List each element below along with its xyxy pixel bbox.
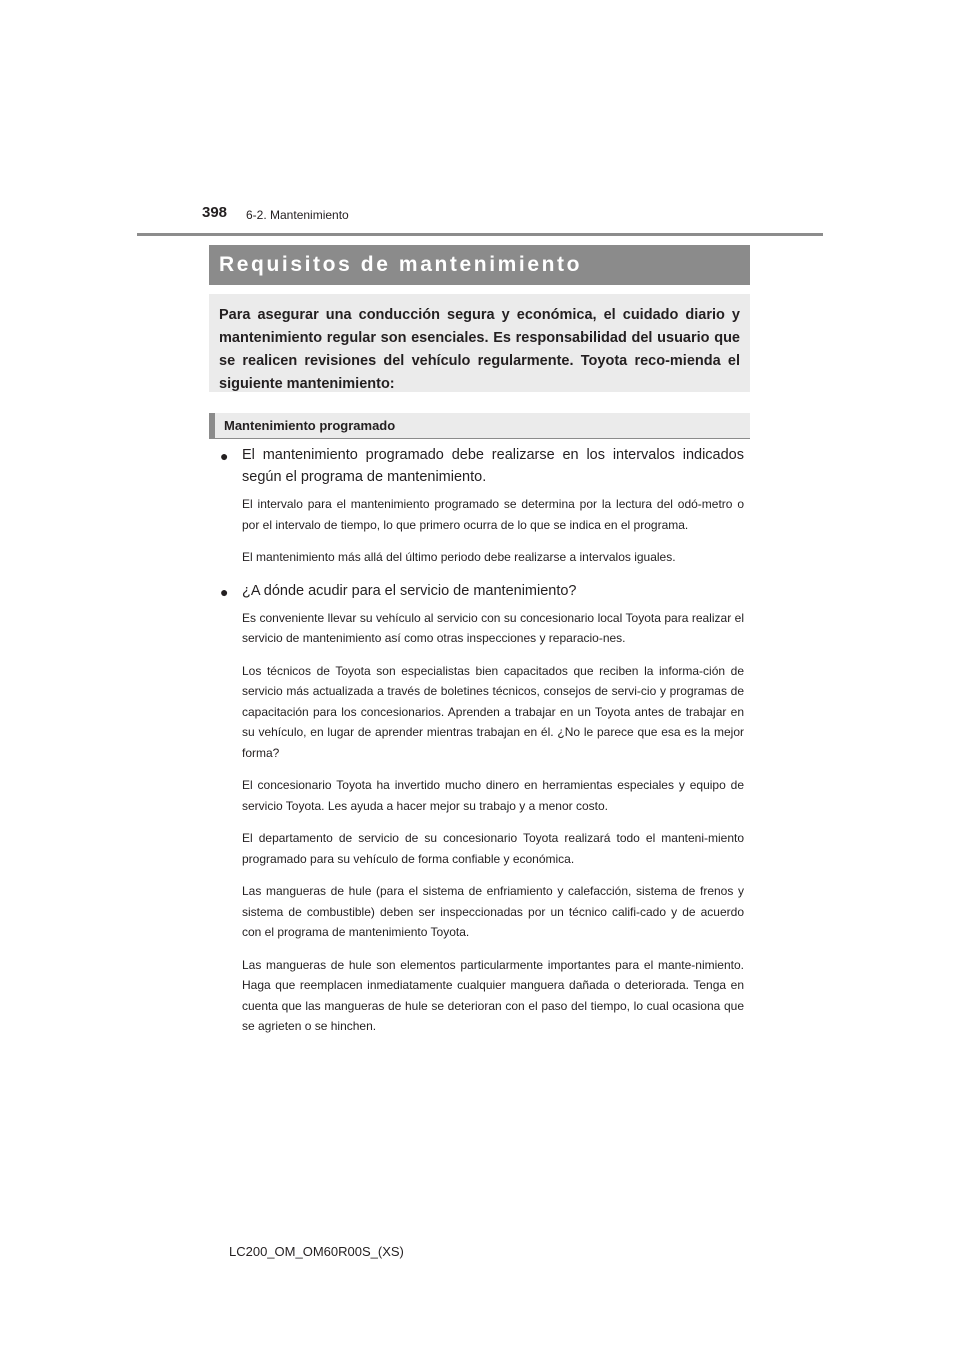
paragraph: Los técnicos de Toyota son especialistas bien capacitados que reciben la informa-ción de servicio más actualizada a través de boletines técnicos, consejos de servi-cio y programas de capacitación para los concesionarios. Aprenden a trabajar en un Toyota antes de trabajar en su vehículo, en lugar de aprender mientras trabajan en él. ¿No le parece que esa es la mejor forma?	[242, 663, 744, 760]
intro-text: Para asegurar una conducción segura y económica, el cuidado diario y mantenimiento regular son esenciales. Es responsabilidad del usuario que se realicen revisiones del vehículo regularmente. Toyota reco-mienda el siguiente mantenimiento:	[219, 307, 740, 392]
footer-code: LC200_OM_OM60R00S_(XS)	[229, 1244, 404, 1259]
page-title: Requisitos de mantenimiento	[209, 245, 750, 285]
section-title: 6-2. Mantenimiento	[246, 208, 349, 222]
paragraph: Las mangueras de hule son elementos particularmente importantes para el mante-nimiento. Haga que reemplacen inmediatamente cualquier manguera dañada o deteriorada. Tenga en cuenta que las mangueras de hule se deterioran con el paso del tiempo, lo cual ocasiona que se agrieten o se hinchen.	[242, 957, 744, 1033]
header-divider	[137, 233, 823, 236]
content-body	[220, 442, 744, 1049]
intro-box	[209, 294, 750, 392]
bullet-icon: ●	[220, 583, 229, 600]
paragraph: Las mangueras de hule (para el sistema de enfriamiento y calefacción, sistema de frenos y sistema de combustible) deben ser inspeccionadas por un técnico califi-cado y de acuerdo con el programa de mantenimiento Toyota.	[242, 884, 744, 939]
bullet-text: ¿A dónde acudir para el servicio de mantenimiento?	[242, 582, 577, 599]
bullet-item	[220, 580, 744, 602]
paragraph: El concesionario Toyota ha invertido mucho dinero en herramientas especiales y equipo de servicio Toyota. Les ayuda a hacer mejor su trabajo y a menor costo.	[242, 778, 744, 813]
paragraph: El mantenimiento más allá del último periodo debe realizarse a intervalos iguales.	[242, 550, 676, 564]
subsection-header: Mantenimiento programado	[209, 413, 750, 439]
paragraph: Es conveniente llevar su vehículo al servicio con su concesionario local Toyota para realizar el servicio de mantenimiento así como otras inspecciones y reparacio-nes.	[242, 610, 744, 645]
paragraph: El intervalo para el mantenimiento programado se determina por la lectura del odó-metro o por el intervalo de tiempo, lo que primero ocurra de lo que se indica en el programa.	[242, 497, 744, 532]
bullet-icon: ●	[220, 448, 229, 464]
bullet-text: El mantenimiento programado debe realizarse en los intervalos indicados según el programa de mantenimiento.	[242, 447, 744, 485]
paragraph: El departamento de servicio de su concesionario Toyota realizará todo el manteni-miento programado para su vehículo de forma confiable y económica.	[242, 831, 744, 866]
page-number: 398	[202, 204, 228, 221]
bullet-item	[220, 444, 744, 488]
